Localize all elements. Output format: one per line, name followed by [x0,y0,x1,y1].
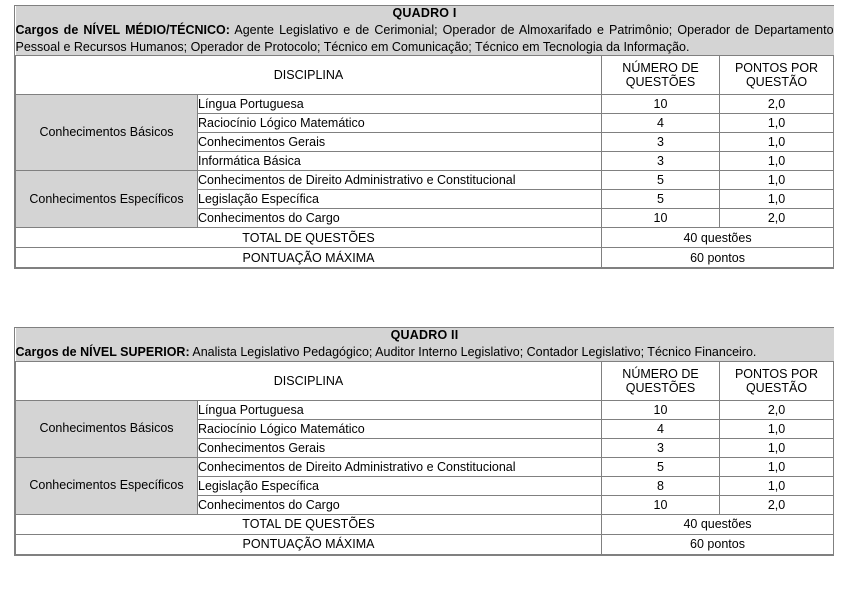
quadro-2-description-rest: Analista Legislativo Pedagógico; Auditor Interno Legislativo; Contador Legislativo; Técnico Financeiro. [189,345,757,359]
quadro-1-col-discipline: DISCIPLINA [16,56,602,95]
quadro-1-column-header-row [16,56,834,95]
points-per-question: 1,0 [720,133,834,152]
discipline-name: Informática Básica [198,152,602,171]
max-score-label: PONTUAÇÃO MÁXIMA [16,534,602,554]
quadro-2-header-row [16,328,834,361]
quadro-1-title: QUADRO I [392,6,457,20]
questions-count: 5 [602,171,720,190]
questions-count: 4 [602,114,720,133]
quadro-1-col-questions: NÚMERO DE QUESTÕES [602,56,720,95]
questions-count: 5 [602,190,720,209]
table-row [16,457,834,476]
total-questions-value: 40 questões [602,228,834,248]
points-per-question: 1,0 [720,476,834,495]
quadro-2-block [14,327,834,556]
discipline-name: Língua Portuguesa [198,95,602,114]
quadro-1-header-cell [16,6,834,56]
discipline-name: Raciocínio Lógico Matemático [198,419,602,438]
points-per-question: 1,0 [720,171,834,190]
discipline-name: Legislação Específica [198,476,602,495]
discipline-name: Conhecimentos do Cargo [198,209,602,228]
quadro-2-title: QUADRO II [390,328,459,342]
discipline-name: Conhecimentos de Direito Administrativo e Constitucional [198,457,602,476]
points-per-question: 2,0 [720,95,834,114]
quadro-1-group-basicos: Conhecimentos Básicos [16,95,198,171]
points-per-question: 1,0 [720,438,834,457]
quadro-1-description [16,22,834,55]
points-per-question: 2,0 [720,400,834,419]
discipline-name: Língua Portuguesa [198,400,602,419]
points-per-question: 1,0 [720,457,834,476]
table-row [16,95,834,114]
points-per-question: 1,0 [720,419,834,438]
questions-count: 10 [602,95,720,114]
discipline-name: Legislação Específica [198,190,602,209]
quadro-2-group-basicos: Conhecimentos Básicos [16,400,198,457]
quadro-1-description-rest: Agente Legislativo e de Cerimonial; Operador de Almoxarifado e Patrimônio; Operador de Departamento Pessoal e Recursos Humanos; Operador de Protocolo; Técnico em Comunicação; Técnico em Tecnologia da Informação. [15,23,834,54]
quadro-1-col-points: PONTOS POR QUESTÃO [720,56,834,95]
points-per-question: 1,0 [720,152,834,171]
points-per-question: 1,0 [720,190,834,209]
questions-count: 3 [602,133,720,152]
quadro-2-col-discipline: DISCIPLINA [16,361,602,400]
questions-count: 8 [602,476,720,495]
discipline-name: Conhecimentos do Cargo [198,495,602,514]
quadro-2-column-header-row [16,361,834,400]
questions-count: 10 [602,400,720,419]
discipline-name: Conhecimentos de Direito Administrativo e Constitucional [198,171,602,190]
discipline-name: Conhecimentos Gerais [198,133,602,152]
quadro-1-table [15,6,834,268]
quadro-2-description [16,344,834,361]
quadro-2-max-score-row [16,534,834,554]
quadro-2-group-especificos: Conhecimentos Específicos [16,457,198,514]
max-score-label: PONTUAÇÃO MÁXIMA [16,248,602,268]
table-row [16,171,834,190]
quadro-2-table [15,328,834,555]
discipline-name: Raciocínio Lógico Matemático [198,114,602,133]
questions-count: 10 [602,495,720,514]
questions-count: 3 [602,438,720,457]
questions-count: 5 [602,457,720,476]
table-row [16,400,834,419]
quadro-2-header-cell [16,328,834,361]
quadro-2-description-lead: Cargos de NÍVEL SUPERIOR: [15,345,190,359]
quadro-2-col-questions: NÚMERO DE QUESTÕES [602,361,720,400]
quadro-1-block [14,5,834,269]
quadro-1-max-score-row [16,248,834,268]
total-questions-label: TOTAL DE QUESTÕES [16,228,602,248]
points-per-question: 1,0 [720,114,834,133]
max-score-value: 60 pontos [602,248,834,268]
total-questions-label: TOTAL DE QUESTÕES [16,514,602,534]
quadro-1-total-questions-row [16,228,834,248]
quadro-2-total-questions-row [16,514,834,534]
quadro-2-col-points: PONTOS POR QUESTÃO [720,361,834,400]
quadro-1-group-especificos: Conhecimentos Específicos [16,171,198,228]
questions-count: 3 [602,152,720,171]
discipline-name: Conhecimentos Gerais [198,438,602,457]
questions-count: 10 [602,209,720,228]
quadro-1-description-lead: Cargos de NÍVEL MÉDIO/TÉCNICO: [15,23,230,37]
quadro-1-header-row [16,6,834,56]
total-questions-value: 40 questões [602,514,834,534]
points-per-question: 2,0 [720,495,834,514]
points-per-question: 2,0 [720,209,834,228]
max-score-value: 60 pontos [602,534,834,554]
questions-count: 4 [602,419,720,438]
